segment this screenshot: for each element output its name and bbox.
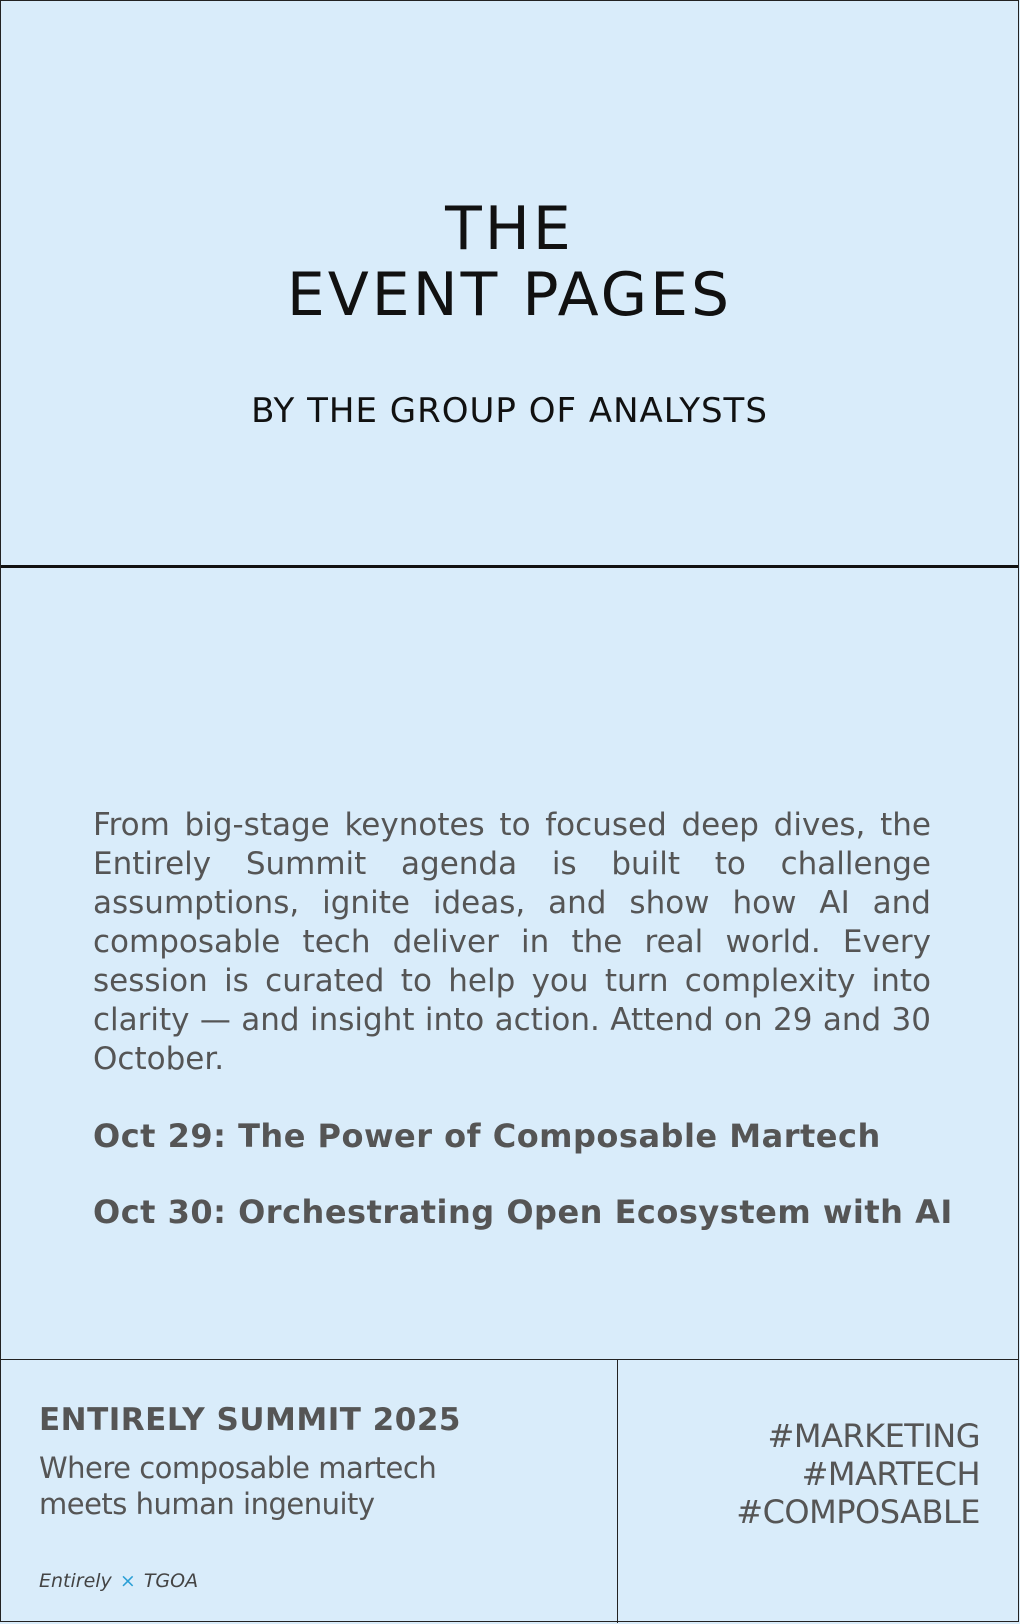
footer-section [1,1359,1018,1623]
tagline-line-2: meets human ingenuity [39,1487,375,1521]
footer-right-panel [618,1360,1018,1623]
page-subtitle: BY THE GROUP OF ANALYSTS [251,391,768,431]
footer-left-panel [1,1360,618,1623]
title-line-2: EVENT PAGES [286,260,733,330]
agenda-item-oct-30: Oct 30: Orchestrating Open Ecosystem with AI [93,1193,953,1231]
hashtag-composable: #COMPOSABLE [736,1493,980,1531]
title-line-1: THE [445,194,574,264]
hashtag-martech: #MARTECH [801,1455,980,1493]
tagline-line-1: Where composable martech [39,1451,437,1485]
agenda-item-oct-29: Oct 29: The Power of Composable Martech [93,1117,881,1155]
summit-tagline [39,1450,436,1522]
credit-line [39,1570,198,1592]
credit-tgoa: TGOA [143,1570,199,1592]
credit-separator: × [119,1570,136,1592]
hashtag-marketing: #MARKETING [767,1417,980,1455]
hashtag-list [736,1417,980,1531]
summit-name: ENTIRELY SUMMIT 2025 [39,1402,461,1438]
intro-paragraph: From big-stage keynotes to focused deep dives, the Entirely Summit agenda is built to challenge assumptions, ignite ideas, and show how AI and composable tech deliver in the real world. Every session is curated to help you turn complexity into clarity — and insight into action. Attend on 29 and 30 October. [93,807,931,1077]
body-section [93,806,953,1231]
page-title [1,196,1018,328]
credit-entirely: Entirely [39,1570,112,1592]
header-section [1,1,1018,568]
